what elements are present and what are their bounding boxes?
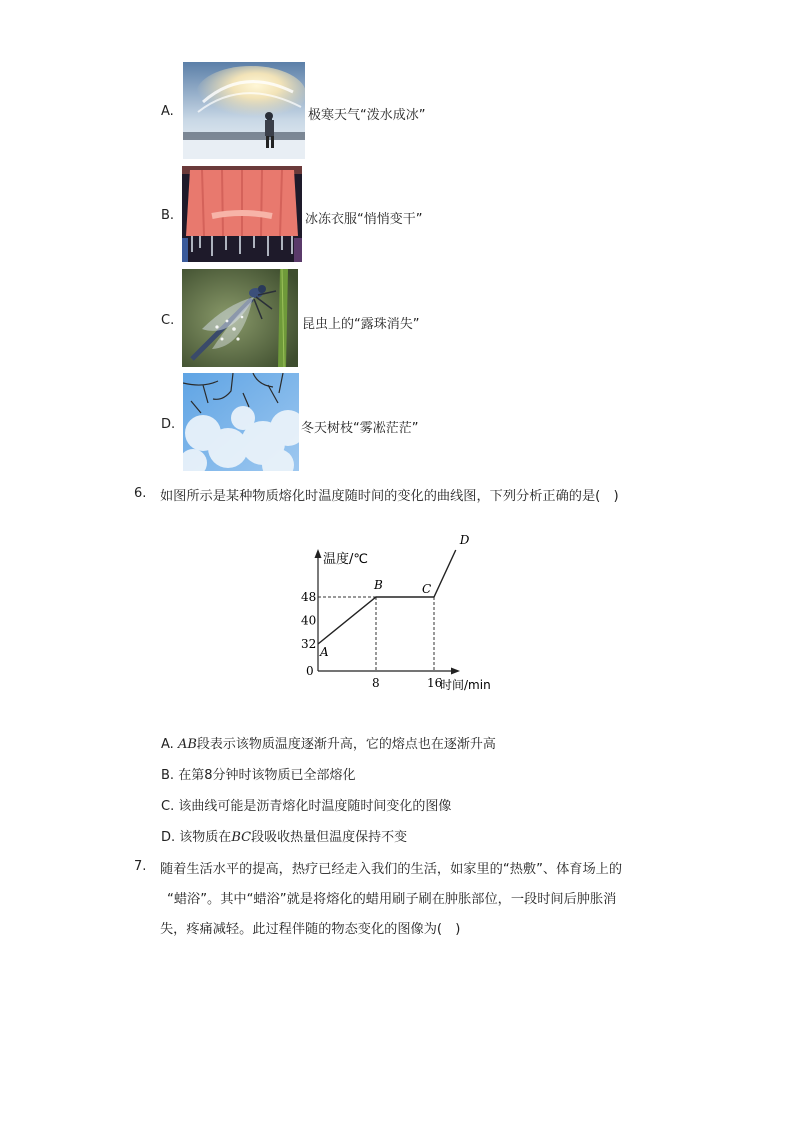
question-line: 随着生活水平的提高，热疗已经走入我们的生活，如家里的“热敷”、体育场上的 — [160, 862, 623, 877]
option-letter: C. — [161, 799, 175, 814]
option-d — [161, 826, 407, 845]
x-axis-arrow — [451, 668, 460, 675]
frozen-clothes-photo — [182, 166, 302, 262]
option-text: 极寒天气“泼水成冰” — [308, 108, 426, 123]
x-tick-label: 16 — [427, 676, 443, 690]
y-tick-label: 40 — [301, 613, 317, 628]
option-text: 冬天树枝“雾凇茫茫” — [301, 421, 419, 436]
question-line: “蜡浴”。其中“蜡浴”就是将熔化的蜡用刷子刷在肿胀部位，一段时间后肿胀消 — [167, 892, 617, 907]
segment-var: AB — [177, 737, 197, 752]
option-letter: D. — [161, 417, 176, 432]
option-a — [161, 733, 496, 752]
option-text: 段表示该物质温度逐渐升高，它的熔点也在逐渐升高 — [196, 737, 496, 752]
option-letter: A. — [161, 104, 174, 119]
point-label-c: C — [422, 582, 432, 596]
dragonfly-dew-photo — [182, 269, 298, 367]
option-text: 冰冻衣服“悄悄变干” — [305, 212, 423, 227]
x-axis-label: 时间/min — [440, 678, 491, 692]
question-line: 失，疼痛减轻。此过程伴随的物态变化的图像为( ) — [160, 922, 461, 937]
option-c — [161, 795, 451, 814]
segment-var: BC — [231, 830, 252, 845]
question-number: 6. — [134, 486, 147, 501]
option-letter: C. — [161, 313, 175, 328]
question-stem: 如图所示是某种物质熔化时温度随时间的变化的曲线图，下列分析正确的是( ) — [160, 489, 619, 504]
option-text: 在第8分钟时该物质已全部熔化 — [178, 768, 356, 783]
option-letter: A. — [161, 737, 174, 752]
point-label-d: D — [459, 533, 470, 547]
option-b — [161, 764, 355, 783]
melting-curve-chart — [280, 530, 510, 700]
snow-water-splash-photo — [183, 62, 305, 159]
option-text: 段吸收热量但温度保持不变 — [251, 830, 408, 845]
point-label-a: A — [320, 645, 329, 659]
y-axis-label: 温度/℃ — [323, 552, 368, 567]
origin-label: 0 — [306, 664, 314, 678]
option-letter: B. — [161, 208, 175, 223]
y-axis-arrow — [315, 549, 322, 558]
rime-trees-photo — [183, 373, 299, 471]
x-tick-label: 8 — [372, 676, 380, 690]
option-letter: D. — [161, 830, 176, 845]
point-label-b: B — [374, 578, 383, 592]
y-tick-label: 32 — [301, 637, 317, 651]
option-letter: B. — [161, 768, 175, 783]
option-text: 昆虫上的“露珠消失” — [302, 317, 420, 332]
y-tick-label: 48 — [301, 590, 317, 604]
question-number: 7. — [134, 859, 147, 874]
option-text: 该物质在 — [179, 830, 232, 845]
option-text: 该曲线可能是沥青熔化时温度随时间变化的图像 — [178, 799, 452, 814]
